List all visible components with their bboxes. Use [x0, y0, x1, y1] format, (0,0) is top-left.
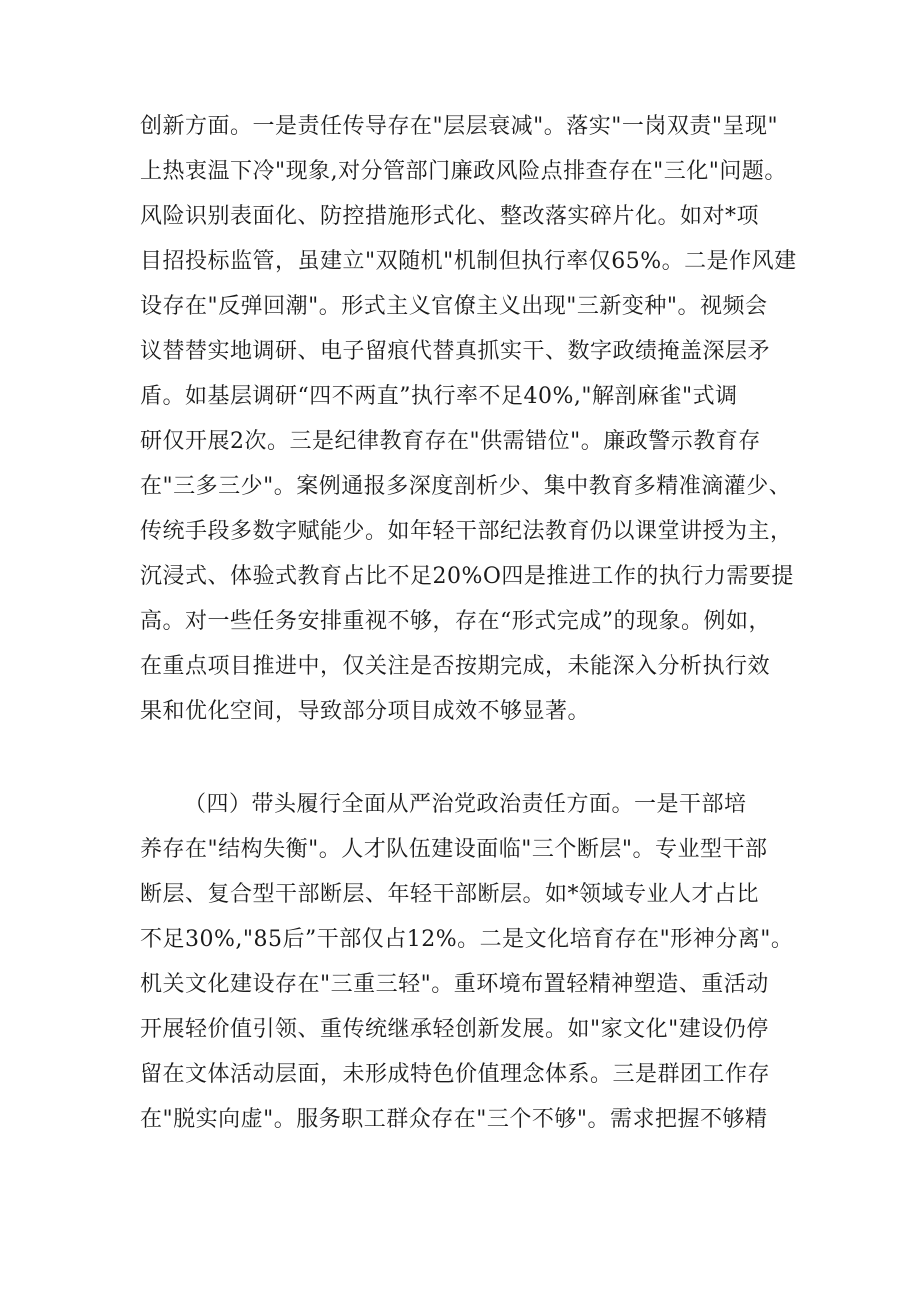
text-line: 上热衷温下冷"现象,对分管部门廉政风险点排查存在"三化"问题。	[140, 159, 787, 184]
text-line: 创新方面。一是责任传导存在"层层衰减"。落实"一岗双责"呈现"	[140, 114, 779, 139]
text-line: 养存在"结构失衡"。人才队伍建设面临"三个断层"。专业型干部	[140, 837, 768, 862]
text-line: 风险识别表面化、防控措施形式化、整改落实碎片化。如对*项	[140, 204, 760, 229]
text-line: 议替替实地调研、电子留痕代替真抓实干、数字政绩掩盖深层矛	[140, 339, 771, 364]
text-line: 目招投标监管，虽建立"双随机"机制但执行率仅65%。二是作风建	[140, 249, 797, 274]
text-line: 研仅开展2次。三是纪律教育存在"供需错位"。廉政警示教育存	[140, 429, 761, 454]
text-line: 在"三多三少"。案例通报多深度剖析少、集中教育多精准滴灌少、	[140, 474, 792, 499]
text-line: 开展轻价值引领、重传统继承轻创新发展。如"家文化"建设仍停	[140, 1017, 769, 1042]
text-line: 不足30%,"85后”干部仅占12%。二是文化培育存在"形神分离"。	[140, 927, 794, 952]
text-line: 高。对一些任务安排重视不够，存在“形式完成”的现象。例如，	[140, 609, 771, 634]
text-line: 在"脱实向虚"。服务职工群众存在"三个不够"。需求把握不够精	[140, 1107, 768, 1132]
text-line: 在重点项目推进中，仅关注是否按期完成，未能深入分析执行效	[140, 654, 771, 679]
text-line: 盾。如基层调研“四不两直”执行率不足40%,"解剖麻雀"式调	[140, 384, 738, 409]
text-line: 设存在"反弹回潮"。形式主义官僚主义出现"三新变种"。视频会	[140, 294, 768, 319]
text-line: 沉浸式、体验式教育占比不足20%O四是推进工作的执行力需要提	[140, 564, 794, 589]
body-paragraph-2	[140, 782, 794, 1142]
text-line: 果和优化空间，导致部分项目成效不够显著。	[140, 699, 591, 724]
text-line: 传统手段多数字赋能少。如年轻干部纪法教育仍以课堂讲授为主，	[140, 519, 793, 544]
text-line: 留在文体活动层面，未形成特色价值理念体系。三是群团工作存	[140, 1062, 771, 1087]
text-line: 机关文化建设存在"三重三轻"。重环境布置轻精神塑造、重活动	[140, 972, 769, 997]
section-heading-line: （四）带头履行全面从严治党政治责任方面。一是干部培	[184, 792, 747, 817]
text-line: 断层、复合型干部断层、年轻干部断层。如*领域专业人才占比	[140, 882, 760, 907]
body-paragraph-1	[140, 104, 797, 734]
